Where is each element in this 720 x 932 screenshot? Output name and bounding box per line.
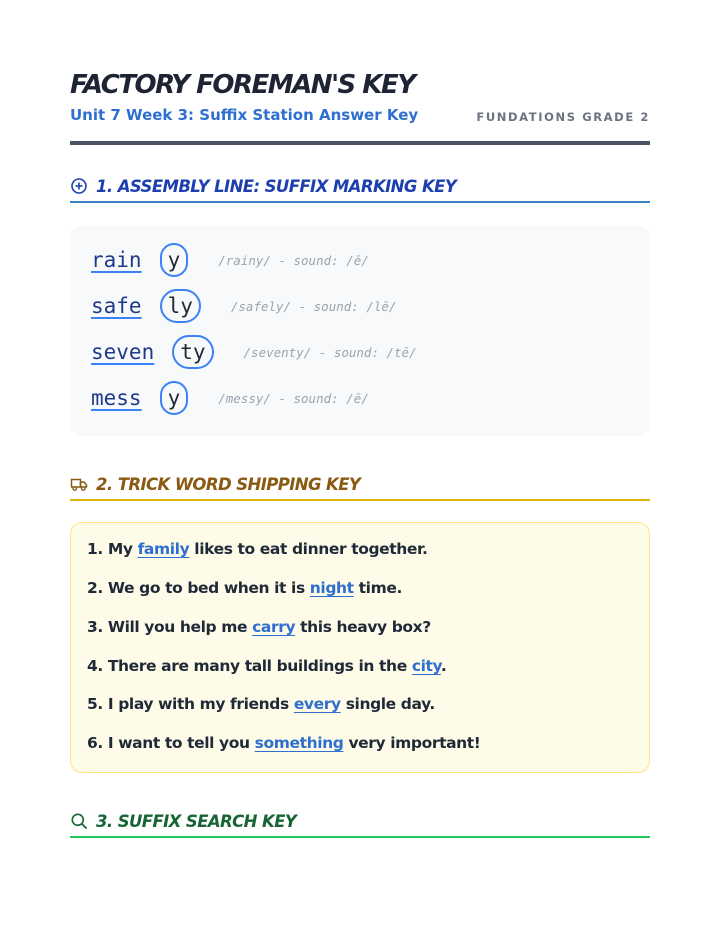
sentence-text: likes to eat dinner together. (189, 540, 428, 558)
sound-note: /rainy/ - sound: /ē/ (218, 252, 369, 268)
trick-word: night (309, 579, 354, 597)
header-divider (70, 141, 650, 145)
sentence-item (87, 657, 446, 675)
section-trick-word-heading (70, 469, 650, 499)
truck-icon (70, 475, 88, 493)
sentence-item (87, 695, 435, 713)
trick-word: city (411, 657, 441, 675)
section-title: 1. ASSEMBLY LINE: SUFFIX MARKING KEY (96, 176, 457, 196)
circled-suffix: ty (172, 335, 213, 369)
circled-suffix: y (160, 243, 189, 277)
sentence-item (87, 734, 480, 752)
base-word: rain (91, 248, 142, 272)
trick-word: family (137, 540, 190, 558)
suffix-row (91, 378, 369, 418)
page-title: FACTORY FOREMAN'S KEY (70, 70, 415, 100)
base-word: safe (91, 294, 142, 318)
plus-circle-icon (70, 177, 88, 195)
sentence-text: 3. Will you help me (87, 618, 253, 636)
sound-note: /seventy/ - sound: /tē/ (243, 344, 417, 360)
search-icon (70, 812, 88, 830)
section-divider (70, 836, 650, 838)
sentence-text: 6. I want to tell you (87, 734, 255, 752)
sentence-text: . (440, 657, 447, 675)
suffix-row (91, 286, 396, 326)
suffix-marking-box (70, 226, 650, 436)
circled-suffix: y (160, 381, 189, 415)
sentence-text: 2. We go to bed when it is (87, 579, 310, 597)
section-divider (70, 499, 650, 501)
circled-suffix: ly (160, 289, 201, 323)
sound-note: /messy/ - sound: /ē/ (218, 390, 369, 406)
trick-word-box (70, 522, 650, 773)
section-suffix-search-heading (70, 806, 650, 836)
base-word: mess (91, 386, 142, 410)
suffix-row (91, 332, 417, 372)
sound-note: /safely/ - sound: /lē/ (230, 298, 397, 314)
section-title: 2. TRICK WORD SHIPPING KEY (96, 474, 361, 494)
page-subtitle: Unit 7 Week 3: Suffix Station Answer Key (70, 106, 419, 124)
sentence-text: time. (353, 579, 402, 597)
section-assembly-line-heading (70, 171, 650, 201)
sentence-item (87, 540, 428, 558)
sentence-text: single day. (340, 695, 435, 713)
trick-word: something (254, 734, 344, 752)
sentence-text: very important! (343, 734, 481, 752)
sentence-item (87, 579, 402, 597)
sentence-item (87, 618, 431, 636)
suffix-row (91, 240, 369, 280)
section-title: 3. SUFFIX SEARCH KEY (96, 811, 297, 831)
trick-word: every (293, 695, 341, 713)
base-word: seven (91, 340, 155, 364)
grade-label: FUNDATIONS GRADE 2 (476, 110, 650, 124)
sentence-text: 5. I play with my friends (87, 695, 294, 713)
sentence-text: 1. My (87, 540, 138, 558)
sentence-text: this heavy box? (295, 618, 431, 636)
sentence-text: 4. There are many tall buildings in the (87, 657, 412, 675)
section-divider (70, 201, 650, 203)
trick-word: carry (252, 618, 296, 636)
